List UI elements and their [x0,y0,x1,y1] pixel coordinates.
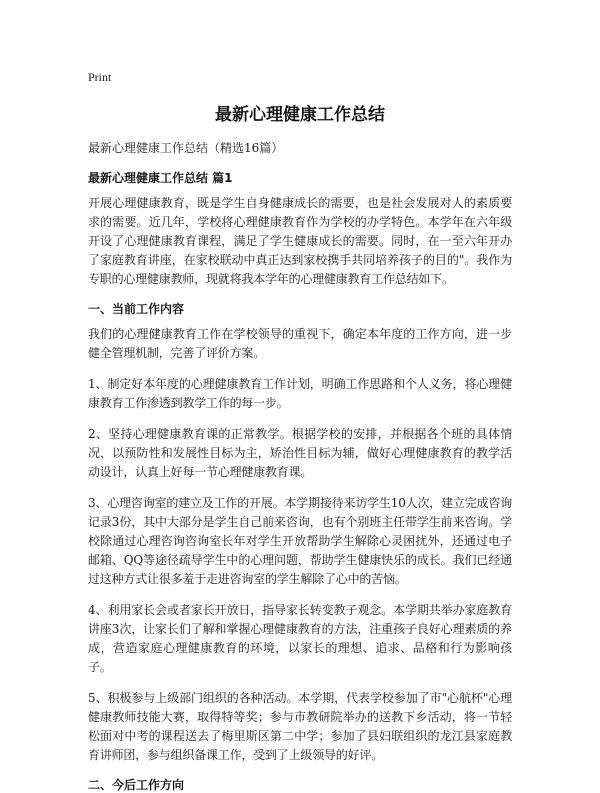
section-heading-current-work: 一、当前工作内容 [88,302,185,316]
article-heading: 最新心理健康工作总结 篇1 [88,171,233,185]
paragraph-overview: 我们的心理健康教育工作在学校领导的重视下，确定本年度的工作方向，进一步健全管理机制，完善了评价方案。 [88,327,512,360]
paragraph-item-5: 5、积极参与上级部门组织的各种活动。本学期，代表学校参加了市"心航杯"心理健康教师技能大赛，取得特等奖；参与市教研院举办的送教下乡活动，将一节轻松面对中考的课程送去了梅里斯区第二中学；参加了县妇联组织的龙江县家庭教育讲师团，参与组织备课工作，受到了上级领导的好评。 [88,691,512,762]
section-heading-future-direction: 二、今后工作方向 [88,778,185,792]
paragraph-item-1: 1、制定好本年度的心理健康教育工作计划，明确工作思路和个人义务，将心理健康教育工作渗透到教学工作的每一步。 [88,377,512,410]
intro-paragraph: 开展心理健康教育，既是学生自身健康成长的需要，也是社会发展对人的素质要求的需要。近几年，学校将心理健康教育作为学校的办学特色。本学年在六年级开设了心理健康教育课程，满足了学生健康成长的需要。同时，在一至六年开办了家庭教育讲座，在家校联动中真正达到家校携手共同培养孩子的目的"。我作为专职的心理健康教师，现就将我本学年的心理健康教育工作总结如下。 [88,196,512,286]
document-title: 最新心理健康工作总结 [215,105,385,125]
paragraph-item-4: 4、利用家长会或者家长开放日，指导家长转变教子观念。本学期共举办家庭教育讲座3次，让家长们了解和掌握心理健康教育的方法，注重孩子良好心理素质的养成，营造家庭心理健康教育的环境，以家长的理想、追求、品格和行为影响孩子。 [88,603,512,674]
print-link[interactable]: Print [88,70,112,84]
paragraph-item-3: 3、心理咨询室的建立及工作的开展。本学期接待来访学生10人次，建立完成咨询记录3份，其中大部分是学生自己前来咨询，也有个别班主任带学生前来咨询。学校除通过心理咨询咨询室长年对学生开放帮助学生解除心灵困扰外，还通过电子邮箱、QQ等途径疏导学生中的心理问题，帮助学生健康快乐的成长。我们已经通过这种方式让很多羞于走进咨询室的学生解除了心中的苦恼。 [88,496,512,586]
paragraph-item-2: 2、坚持心理健康教育课的正常教学。根据学校的安排，并根据各个班的具体情况，以预防性和发展性目标为主，矫治性目标为辅，做好心理健康教育的教学活动设计，认真上好每一节心理健康教育课。 [88,427,512,479]
document-subtitle: 最新心理健康工作总结（精选16篇） [88,141,284,155]
